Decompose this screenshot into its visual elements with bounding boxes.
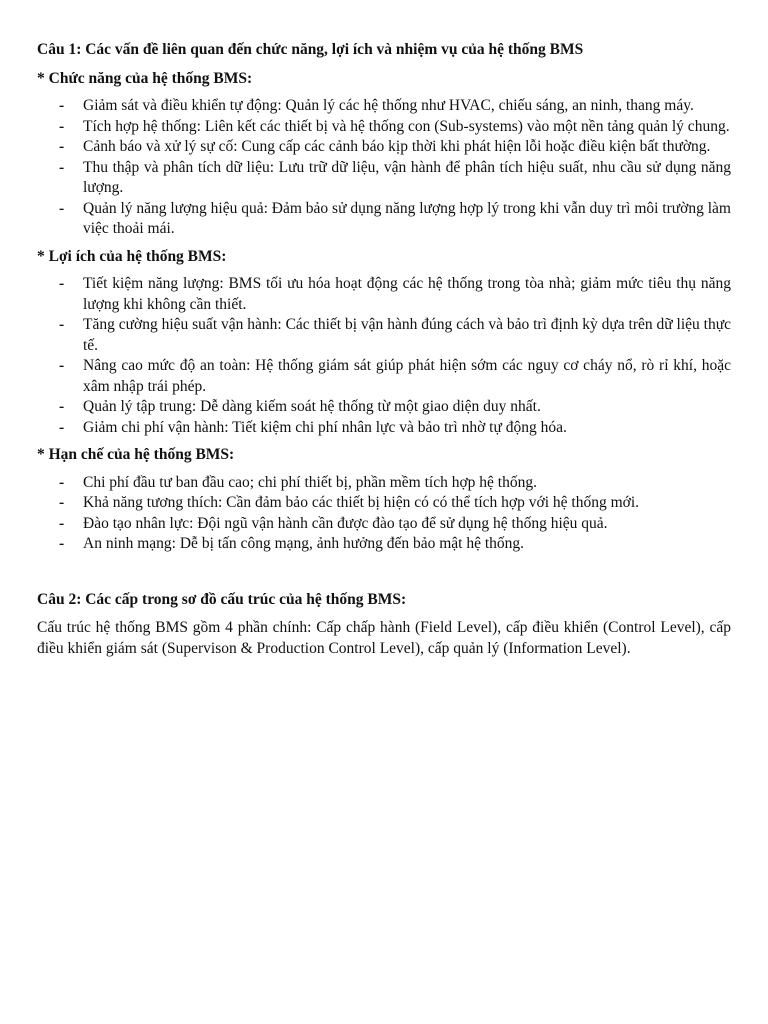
list-item — [37, 514, 731, 535]
list-item-text: Cảnh báo và xử lý sự cố: Cung cấp các cảnh báo kịp thời khi phát hiện lỗi hoặc điều kiện bất thường. — [83, 138, 711, 155]
list-dash: - — [59, 199, 65, 217]
list-item-text: Đào tạo nhân lực: Đội ngũ vận hành cần được đào tạo để sử dụng hệ thống hiệu quả. — [83, 514, 608, 532]
list-item-text: Nâng cao mức độ an toàn: Hệ thống giám sát giúp phát hiện sớm các nguy cơ cháy nổ, rò rỉ khí, hoặc xâm nhập trái phép. — [83, 357, 731, 395]
list-dash: - — [59, 514, 65, 532]
list-dash: - — [59, 418, 65, 436]
list-item-text: Tăng cường hiệu suất vận hành: Các thiết bị vận hành đúng cách và bảo trì định kỳ dựa trên dữ liệu thực tế. — [83, 316, 731, 354]
list-dash: - — [59, 398, 65, 415]
list-dash: - — [59, 275, 65, 292]
list-item-text: Quản lý năng lượng hiệu quả: Đảm bảo sử dụng năng lượng hợp lý trong khi vẫn duy trì môi trường làm việc thoải mái. — [83, 199, 731, 237]
list-item — [37, 418, 731, 439]
list-item — [37, 199, 731, 240]
list-item — [37, 158, 731, 199]
list-dash: - — [59, 473, 65, 491]
list-item — [37, 493, 731, 514]
list-item — [37, 473, 731, 494]
list-item-text: Giảm sát và điều khiển tự động: Quản lý các hệ thống như HVAC, chiếu sáng, an ninh, thang máy. — [83, 97, 694, 114]
list-item-text: An ninh mạng: Dễ bị tấn công mạng, ảnh hưởng đến bảo mật hệ thống. — [83, 535, 525, 552]
list-item-text: Khả năng tương thích: Cần đảm bảo các thiết bị hiện có có thể tích hợp với hệ thống mới. — [83, 494, 640, 511]
list-item — [37, 534, 731, 555]
list-dash: - — [59, 316, 65, 333]
list-item — [37, 137, 731, 158]
list-dash: - — [59, 494, 65, 511]
section-spacer — [37, 562, 731, 590]
list-item-text: Giảm chi phí vận hành: Tiết kiệm chi phí nhân lực và bảo trì nhờ tự động hóa. — [83, 418, 567, 436]
section-benefits-heading: * Lợi ích của hệ thống BMS: — [37, 247, 227, 265]
list-dash: - — [59, 97, 65, 114]
list-dash: - — [59, 158, 65, 176]
question-2-body: Cấu trúc hệ thống BMS gồm 4 phần chính: Cấp chấp hành (Field Level), cấp điều khiển (Control Level), cấp điều khiển giám sát (Supervison & Production Control Level), cấp quản lý (Information Level). — [37, 619, 731, 657]
section-functions-heading: * Chức năng của hệ thống BMS: — [37, 69, 253, 87]
list-item — [37, 274, 731, 315]
limitations-list — [37, 473, 731, 555]
list-dash: - — [59, 357, 65, 374]
list-item-text: Tích hợp hệ thống: Liên kết các thiết bị và hệ thống con (Sub-systems) vào một nền tảng quản lý chung. — [83, 117, 730, 135]
list-item — [37, 356, 731, 397]
question-1-title: Câu 1: Các vấn đề liên quan đến chức năng, lợi ích và nhiệm vụ của hệ thống BMS — [37, 41, 584, 58]
list-item — [37, 117, 731, 138]
list-dash: - — [59, 117, 65, 135]
benefits-list — [37, 274, 731, 438]
list-item — [37, 315, 731, 356]
section-limitations-heading: * Hạn chế của hệ thống BMS: — [37, 446, 235, 463]
list-item — [37, 96, 731, 117]
list-dash: - — [59, 535, 65, 552]
list-item-text: Thu thập và phân tích dữ liệu: Lưu trữ dữ liệu, vận hành để phân tích hiệu suất, nhu cầu sử dụng năng lượng. — [83, 158, 731, 196]
list-item-text: Quản lý tập trung: Dễ dàng kiếm soát hệ thống từ một giao diện duy nhất. — [83, 398, 541, 415]
functions-list — [37, 96, 731, 240]
list-item-text: Tiết kiệm năng lượng: BMS tối ưu hóa hoạt động các hệ thống trong tòa nhà; giảm mức tiêu thụ năng lượng khi không cần thiết. — [83, 275, 731, 313]
list-item — [37, 397, 731, 418]
list-dash: - — [59, 138, 65, 155]
list-item-text: Chi phí đầu tư ban đầu cao; chi phí thiết bị, phần mềm tích hợp hệ thống. — [83, 473, 537, 491]
question-2-title: Câu 2: Các cấp trong sơ đồ cấu trúc của hệ thống BMS: — [37, 590, 407, 608]
